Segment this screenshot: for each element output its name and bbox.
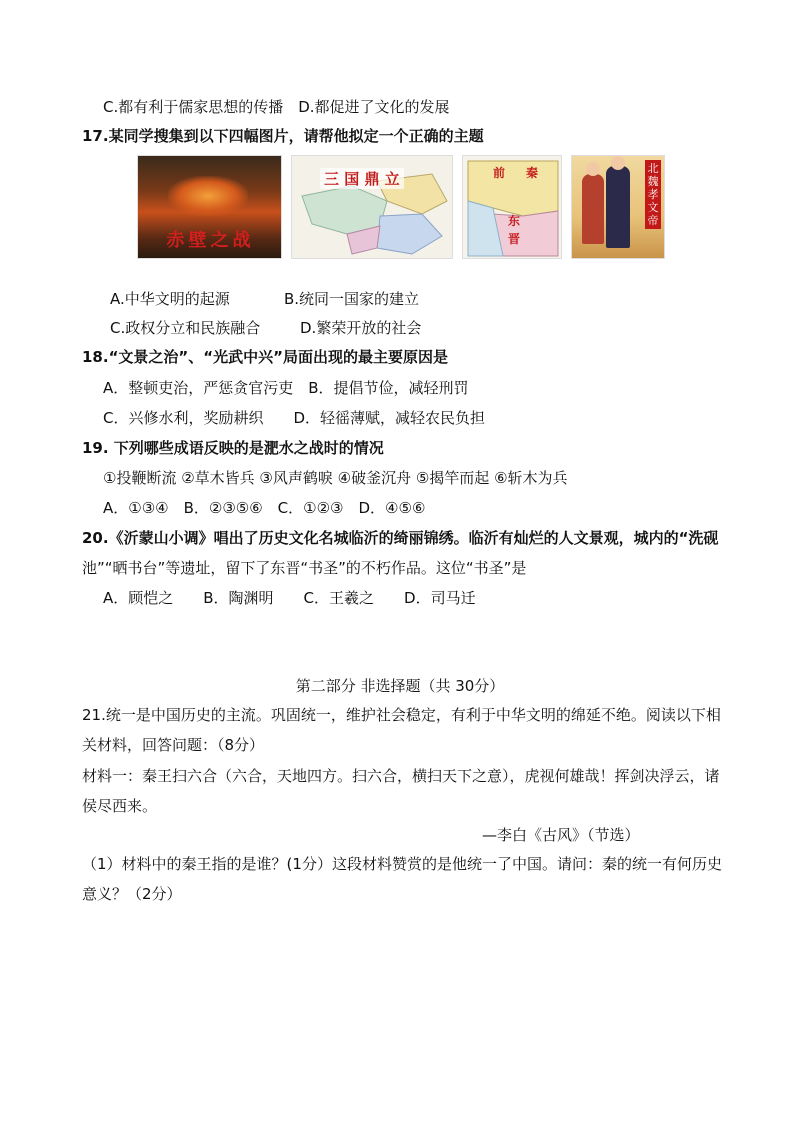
map-label-dong: 东: [508, 214, 521, 228]
q17-option-a: A.中华文明的起源: [110, 290, 230, 308]
figure-1: [582, 174, 604, 244]
fire-glow: [168, 176, 248, 216]
q19-items: ①投鞭断流 ②草木皆兵 ③风声鹤唳 ④破釜沉舟 ⑤揭竿而起 ⑥斩木为兵: [103, 469, 568, 487]
q19-answers: A．①③④ B．②③⑤⑥ C．①②③ D．④⑤⑥: [103, 499, 426, 517]
three-kingdoms-title: 三 国 鼎 立: [320, 168, 404, 189]
map-label-qian: 前: [493, 166, 506, 180]
northern-wei-title: 北魏孝文帝: [645, 160, 661, 229]
q21-sub1-line1: （1）材料中的秦王指的是谁？(1分）这段材料赞赏的是他统一了中国。请问：秦的统一有何历史: [82, 855, 722, 873]
red-cliffs-image: [137, 155, 282, 259]
q21-source: —李白《古风》（节选）: [482, 826, 640, 844]
figure-head-emperor: [611, 156, 625, 170]
map-label-qin: 秦: [526, 166, 539, 180]
q16-options: C.都有利于儒家思想的传播 D.都促进了文化的发展: [103, 98, 450, 116]
q17-option-b: B.统同一国家的建立: [284, 290, 420, 308]
q17-stem: 17.某同学搜集到以下四幅图片，请帮他拟定一个正确的主题: [82, 127, 484, 145]
northern-wei-image: [571, 155, 665, 259]
q20-answers: A．顾恺之 B．陶渊明 C．王羲之 D．司马迁: [103, 589, 476, 607]
q18-options-line2: C．兴修水利，奖励耕织 D．轻徭薄赋，减轻农民负担: [103, 409, 486, 427]
q21-intro-line2: 关材料，回答问题：（8分）: [82, 736, 265, 754]
q21-material1-line2: 侯尽西来。: [82, 797, 158, 815]
qin-jin-map: [462, 155, 562, 259]
map-region-eastern-jin: [493, 211, 558, 256]
q18-stem: 18.“文景之治”、“光武中兴”局面出现的最主要原因是: [82, 348, 449, 366]
q20-stem-line1: 20.《沂蒙山小调》唱出了历史文化名城临沂的绮丽锦绣。临沂有灿烂的人文景观，城内的“洗砚: [82, 529, 719, 547]
q19-stem: 19. 下列哪些成语反映的是淝水之战时的情况: [82, 439, 384, 457]
figure-head-1: [586, 162, 600, 176]
three-kingdoms-map: [291, 155, 453, 259]
q21-material1-line1: 材料一：秦王扫六合（六合，天地四方。扫六合，横扫天下之意），虎视何雄哉！挥剑决浮云，诸: [82, 767, 720, 785]
q20-stem-line2: 池”“晒书台”等遗址，留下了东晋“书圣”的不朽作品。这位“书圣”是: [82, 559, 527, 577]
map-region-west: [302, 186, 387, 234]
figure-emperor: [606, 166, 630, 248]
part2-heading: 第二部分 非选择题（共 30分）: [295, 677, 505, 695]
red-cliffs-title: 赤壁之战: [166, 230, 255, 251]
q21-intro-line1: 21.统一是中国历史的主流。巩固统一，维护社会稳定，有利于中华文明的绵延不绝。阅读以下相: [82, 706, 721, 724]
map-region-east: [377, 214, 442, 254]
q17-option-d: D.繁荣开放的社会: [300, 319, 422, 337]
q21-sub1-line2: 意义？（2分）: [82, 885, 182, 903]
q18-options-line1: A．整顿吏治，严惩贪官污吏 B．提倡节俭，减轻刑罚: [103, 379, 469, 397]
map-label-jin: 晋: [508, 232, 521, 246]
q17-option-c: C.政权分立和民族融合: [110, 319, 261, 337]
